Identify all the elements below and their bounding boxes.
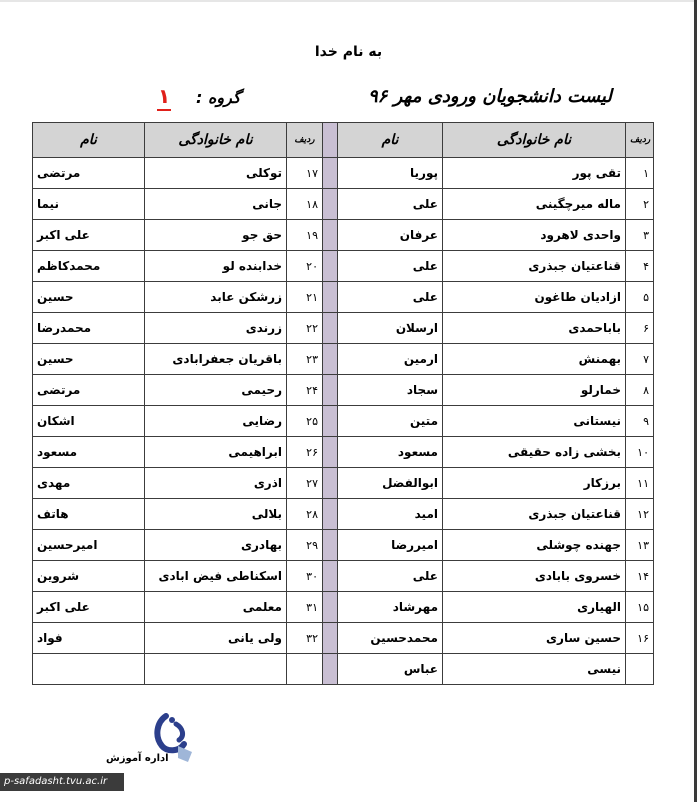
table-row <box>33 282 654 313</box>
row-index-right: ۸ <box>626 375 654 406</box>
row-index-right <box>626 654 654 685</box>
site-url-watermark: p-safadasht.tvu.ac.ir <box>0 773 124 791</box>
row-name-right: ارمین <box>338 344 443 375</box>
table-row <box>33 437 654 468</box>
row-family-left: بهادری <box>145 530 287 561</box>
row-name-left: شروین <box>33 561 145 592</box>
row-name-left: محمدکاظم <box>33 251 145 282</box>
table-row <box>33 251 654 282</box>
row-family-left: جانی <box>145 189 287 220</box>
row-name-right: محمدحسین <box>338 623 443 654</box>
row-index-left: ۲۶ <box>287 437 323 468</box>
row-index-left: ۲۳ <box>287 344 323 375</box>
column-separator <box>323 468 338 499</box>
row-name-right: علی <box>338 189 443 220</box>
row-index-right: ۲ <box>626 189 654 220</box>
row-index-left: ۲۸ <box>287 499 323 530</box>
column-separator <box>323 344 338 375</box>
group-label: گروه : <box>196 88 241 107</box>
row-family-left: معلمی <box>145 592 287 623</box>
row-index-left: ۲۷ <box>287 468 323 499</box>
table-row <box>33 189 654 220</box>
row-index-right: ۱۲ <box>626 499 654 530</box>
col-header-name-left: نام <box>33 123 145 158</box>
row-family-right: بهمنش <box>443 344 626 375</box>
row-family-right: جهنده چوشلی <box>443 530 626 561</box>
col-header-family-right: نام خانوادگی <box>443 123 626 158</box>
row-family-left: توکلی <box>145 158 287 189</box>
row-family-left: باقریان جعفرابادی <box>145 344 287 375</box>
table-row <box>33 654 654 685</box>
column-separator <box>323 189 338 220</box>
row-name-right: علی <box>338 282 443 313</box>
row-family-right: قناعتیان جبذری <box>443 251 626 282</box>
student-table <box>32 122 654 685</box>
row-family-right: واحدی لاهرود <box>443 220 626 251</box>
row-family-left: حق جو <box>145 220 287 251</box>
row-index-left: ۳۰ <box>287 561 323 592</box>
row-index-right: ۱۶ <box>626 623 654 654</box>
row-family-right: باباحمدی <box>443 313 626 344</box>
row-index-left: ۲۹ <box>287 530 323 561</box>
row-name-left: حسین <box>33 344 145 375</box>
row-family-right: نیستانی <box>443 406 626 437</box>
table-header-row <box>33 123 654 158</box>
row-name-right: امید <box>338 499 443 530</box>
row-name-left: علی اکبر <box>33 592 145 623</box>
row-family-right: برزکار <box>443 468 626 499</box>
column-separator <box>323 123 338 158</box>
column-separator <box>323 282 338 313</box>
row-index-left <box>287 654 323 685</box>
row-name-right: مهرشاد <box>338 592 443 623</box>
col-header-idx-left: ردیف <box>287 123 323 158</box>
row-family-right: حسین ساری <box>443 623 626 654</box>
column-separator <box>323 406 338 437</box>
row-family-left: رضایی <box>145 406 287 437</box>
row-name-left: مرتضی <box>33 158 145 189</box>
row-name-left: مرتضی <box>33 375 145 406</box>
row-index-right: ۳ <box>626 220 654 251</box>
column-separator <box>323 158 338 189</box>
row-family-left: خدابنده لو <box>145 251 287 282</box>
column-separator <box>323 313 338 344</box>
office-label: اداره آموزش <box>106 753 169 764</box>
row-name-right: سجاد <box>338 375 443 406</box>
row-name-left <box>33 654 145 685</box>
top-edge <box>0 0 697 2</box>
row-family-right: بخشی زاده حقیقی <box>443 437 626 468</box>
table-row <box>33 158 654 189</box>
row-name-right: متین <box>338 406 443 437</box>
col-header-family-left: نام خانوادگی <box>145 123 287 158</box>
basmala-heading: به نام خدا <box>314 44 383 60</box>
row-name-left: مسعود <box>33 437 145 468</box>
row-index-right: ۱۰ <box>626 437 654 468</box>
col-header-name-right: نام <box>338 123 443 158</box>
column-separator <box>323 437 338 468</box>
table-row <box>33 468 654 499</box>
table-row <box>33 220 654 251</box>
row-family-right: تقی پور <box>443 158 626 189</box>
table-row <box>33 406 654 437</box>
row-index-right: ۴ <box>626 251 654 282</box>
row-index-left: ۲۴ <box>287 375 323 406</box>
group-number-underline <box>157 109 171 111</box>
row-index-right: ۶ <box>626 313 654 344</box>
row-index-left: ۳۲ <box>287 623 323 654</box>
row-index-left: ۱۷ <box>287 158 323 189</box>
row-index-left: ۲۱ <box>287 282 323 313</box>
table-row <box>33 344 654 375</box>
row-family-right: قناعتیان جبذری <box>443 499 626 530</box>
row-index-right: ۱۴ <box>626 561 654 592</box>
row-index-right: ۹ <box>626 406 654 437</box>
row-index-left: ۲۰ <box>287 251 323 282</box>
row-index-left: ۳۱ <box>287 592 323 623</box>
row-index-left: ۱۹ <box>287 220 323 251</box>
row-family-right: نیسی <box>443 654 626 685</box>
table-row <box>33 313 654 344</box>
row-name-right: عرفان <box>338 220 443 251</box>
row-name-right: مسعود <box>338 437 443 468</box>
row-family-left: رحیمی <box>145 375 287 406</box>
column-separator <box>323 220 338 251</box>
row-index-right: ۷ <box>626 344 654 375</box>
row-name-left: حسین <box>33 282 145 313</box>
column-separator <box>323 251 338 282</box>
row-family-right: الهیاری <box>443 592 626 623</box>
row-name-left: هاتف <box>33 499 145 530</box>
row-name-right: علی <box>338 251 443 282</box>
row-family-left <box>145 654 287 685</box>
row-index-right: ۱۳ <box>626 530 654 561</box>
row-family-left: بلالی <box>145 499 287 530</box>
row-name-right: پوریا <box>338 158 443 189</box>
row-family-left: زرندی <box>145 313 287 344</box>
row-index-right: ۱۱ <box>626 468 654 499</box>
row-family-left: زرشکن عابد <box>145 282 287 313</box>
column-separator <box>323 561 338 592</box>
table-row <box>33 561 654 592</box>
table-row <box>33 623 654 654</box>
row-name-right: عباس <box>338 654 443 685</box>
row-name-right: علی <box>338 561 443 592</box>
row-name-left: علی اکبر <box>33 220 145 251</box>
row-index-left: ۲۲ <box>287 313 323 344</box>
row-family-left: ولی یانی <box>145 623 287 654</box>
row-family-right: ماله میرچگینی <box>443 189 626 220</box>
column-separator <box>323 375 338 406</box>
row-name-right: امیررضا <box>338 530 443 561</box>
row-family-left: اذری <box>145 468 287 499</box>
row-name-left: فواد <box>33 623 145 654</box>
row-name-right: ابوالفضل <box>338 468 443 499</box>
col-header-idx-right: ردیف <box>626 123 654 158</box>
row-index-left: ۱۸ <box>287 189 323 220</box>
table-row <box>33 530 654 561</box>
page-title: لیست دانشجویان ورودی مهر ۹۶ <box>368 86 612 107</box>
row-name-right: ارسلان <box>338 313 443 344</box>
table-row <box>33 375 654 406</box>
row-name-left: مهدی <box>33 468 145 499</box>
row-index-right: ۱ <box>626 158 654 189</box>
group-number: ۱ <box>158 84 171 108</box>
row-family-right: ازادیان طاغون <box>443 282 626 313</box>
row-family-left: ابراهیمی <box>145 437 287 468</box>
table-row <box>33 592 654 623</box>
row-index-left: ۲۵ <box>287 406 323 437</box>
row-index-right: ۱۵ <box>626 592 654 623</box>
row-name-left: محمدرضا <box>33 313 145 344</box>
table-row <box>33 499 654 530</box>
title-row <box>0 86 697 112</box>
row-family-left: اسکناطی فیض ابادی <box>145 561 287 592</box>
row-family-right: خمارلو <box>443 375 626 406</box>
column-separator <box>323 530 338 561</box>
column-separator <box>323 654 338 685</box>
row-family-right: خسروی بابادی <box>443 561 626 592</box>
row-name-left: نیما <box>33 189 145 220</box>
row-index-right: ۵ <box>626 282 654 313</box>
row-name-left: امیرحسین <box>33 530 145 561</box>
column-separator <box>323 592 338 623</box>
column-separator <box>323 623 338 654</box>
row-name-left: اشکان <box>33 406 145 437</box>
column-separator <box>323 499 338 530</box>
